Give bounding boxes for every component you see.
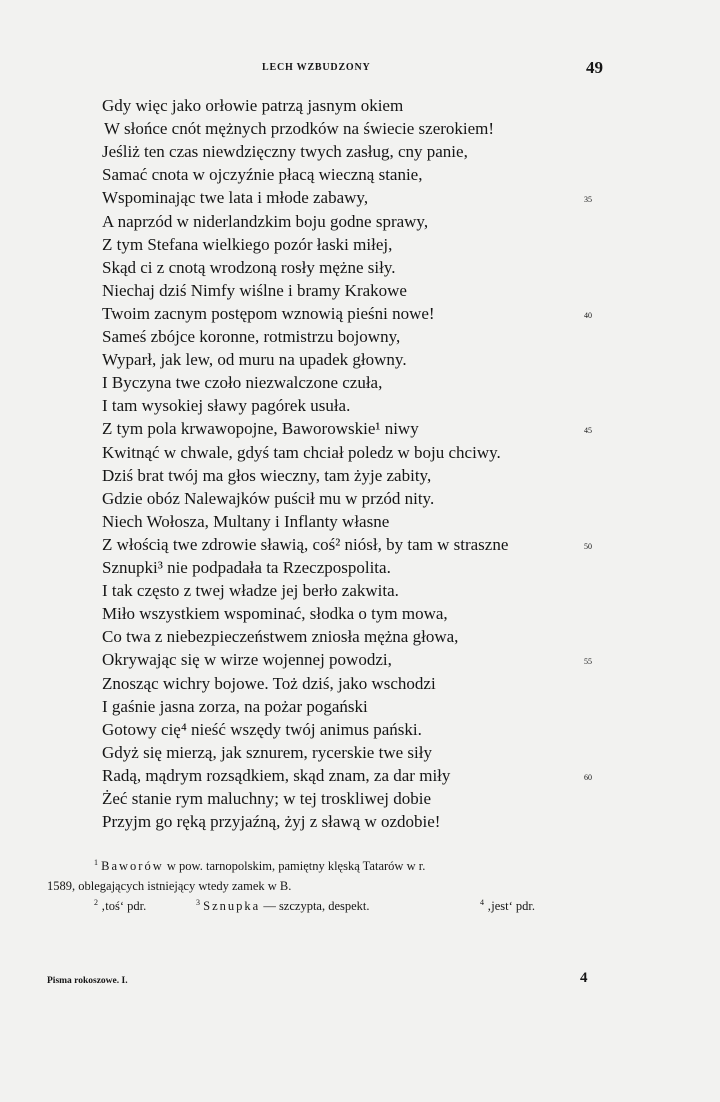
- verse-line: [0, 718, 720, 741]
- verse-line: [0, 417, 720, 440]
- verse-text: I tam wysokiej sławy pagórek usuła.: [102, 396, 351, 416]
- verse-text: Niechaj dziś Nimfy wiślne i bramy Krakowe: [102, 280, 407, 300]
- verse-line: [0, 672, 720, 695]
- verse-text: Co twa z niebezpieczeństwem zniosła mężna głowa,: [102, 627, 459, 647]
- footnote-2: [94, 896, 146, 916]
- running-head: [0, 58, 720, 78]
- footnote-4-text: ‚jest‘ pdr.: [487, 899, 536, 913]
- verse-line: [0, 163, 720, 186]
- verse-text: Znosząc wichry bojowe. Toż dziś, jako wschodzi: [102, 673, 436, 693]
- footnote-3-text: — szczypta, despekt.: [263, 899, 370, 913]
- verse-text: Sznupki³ nie podpadała ta Rzeczpospolita.: [102, 558, 391, 577]
- verse-line: [0, 94, 720, 117]
- verse-line: [0, 487, 720, 510]
- verse-text: Gdy więc jako orłowie patrzą jasnym okiem: [102, 96, 404, 115]
- verse-number: 40: [584, 310, 592, 320]
- verse-line: [0, 186, 720, 209]
- footnote-1: [94, 856, 425, 876]
- sheet-number: 4: [580, 970, 588, 986]
- verse-line: [0, 787, 720, 810]
- verse-text: Z tym pola krwawopojne, Baworowskie¹ niwy: [102, 419, 419, 439]
- verse-number: 60: [584, 772, 592, 782]
- verse-number: 35: [584, 195, 592, 205]
- verse-line: [0, 325, 720, 348]
- verse-line: [0, 371, 720, 394]
- verse-line: [0, 464, 720, 487]
- verse-text: Dziś brat twój ma głos wieczny, tam żyje zabity,: [102, 465, 432, 485]
- footnote-2-text: ‚toś‘ pdr.: [101, 899, 147, 913]
- footnote-4: [480, 896, 535, 916]
- verse-text: Przyjm go ręką przyjaźną, żyj z sławą w ozdobie!: [102, 812, 441, 832]
- verse-line: [0, 510, 720, 533]
- verse-text: Jeśliż ten czas niewdzięczny twych zasług, cny panie,: [102, 142, 468, 162]
- footnote-1-text: w pow. tarnopolskim, pamiętny klęską Tatarów w r.: [166, 859, 426, 873]
- footnote-1-marker: 1: [94, 858, 98, 867]
- verse-text: Gdzie obóz Nalewajków puścił mu w przód nity.: [102, 488, 435, 508]
- verse-text: Wyparł, jak lew, od muru na upadek głowny.: [102, 350, 407, 370]
- verse-text: I gaśnie jasna zorza, na pożar pogański: [102, 696, 368, 716]
- verse-line: [0, 764, 720, 787]
- verse-text: Kwitnąć w chwale, gdyś tam chciał poledz w boju chciwy.: [102, 442, 501, 462]
- footnote-1-continuation: 1589, oblegających istniejący wtedy zamek w B.: [47, 879, 292, 893]
- footnote-4-marker: 4: [480, 898, 484, 907]
- verse-text: Twoim zacnym postępom wznowią pieśni nowe!: [102, 303, 435, 323]
- verse-line: [0, 302, 720, 325]
- footnote-3: [196, 896, 370, 916]
- verse-text: Radą, mądrym rozsądkiem, skąd znam, za dar miły: [102, 765, 451, 785]
- footnote-2-marker: 2: [94, 898, 98, 907]
- verse-text: Gotowy cię⁴ nieść wszędy twój animus pański.: [102, 719, 422, 739]
- verse-text: Żeć stanie rym maluchny; w tej troskliwej dobie: [102, 789, 432, 808]
- verse-text: Samać cnota w ojczyźnie płacą wieczną stanie,: [102, 165, 423, 185]
- verse-text: A naprzód w niderlandzkim boju godne sprawy,: [102, 211, 429, 231]
- verse-line: [0, 625, 720, 648]
- verse-line: [0, 233, 720, 256]
- verse-line: [0, 533, 720, 556]
- verse-line: [0, 741, 720, 764]
- verse-line: [0, 648, 720, 671]
- verse-line: [0, 602, 720, 625]
- verse-line: [0, 256, 720, 279]
- verse-text: I tak często z twej władze jej berło zakwita.: [102, 581, 399, 601]
- verse-line: [0, 810, 720, 833]
- verse-line: [0, 210, 720, 233]
- verse-line: [0, 140, 720, 163]
- footnote-3-term: Sznupka: [203, 899, 261, 913]
- footnote-3-marker: 3: [196, 898, 200, 907]
- running-title: LECH WZBUDZONY: [262, 62, 371, 73]
- verse-text: Okrywając się w wirze wojennej powodzi,: [102, 650, 392, 670]
- verse-text: Niech Wołosza, Multany i Inflanty własne: [102, 511, 390, 531]
- footnote-1-term: Baworów: [101, 859, 164, 873]
- verse-line: [0, 441, 720, 464]
- verse-text: Sameś zbójce koronne, rotmistrzu bojowny,: [102, 327, 401, 346]
- verse-text: Miło wszystkiem wspominać, słodka o tym mowa,: [102, 604, 448, 624]
- verse-line: [0, 695, 720, 718]
- verse-text: I Byczyna twe czoło niezwalczone czuła,: [102, 373, 383, 393]
- verse-text: Z tym Stefana wielkiego pozór łaski miłej,: [102, 234, 393, 254]
- verse-text: Skąd ci z cnotą wrodzoną rosły mężne siły.: [102, 257, 396, 277]
- verse-line: [0, 394, 720, 417]
- page-number: 49: [586, 58, 603, 77]
- printer-signature: Pisma rokoszowe. I.: [47, 976, 128, 986]
- verse-line: [0, 117, 720, 140]
- verse-text: Gdyż się mierzą, jak sznurem, rycerskie twe siły: [102, 742, 432, 762]
- verse-line: [0, 348, 720, 371]
- verse-number: 45: [584, 426, 592, 436]
- verse-text: Wspominając twe lata i młode zabawy,: [102, 188, 369, 208]
- verse-text: Z włością twe zdrowie sławią, coś² niósł, by tam w straszne: [102, 534, 509, 554]
- verse-number: 55: [584, 657, 592, 667]
- verse-text: W słońce cnót mężnych przodków na świecie szerokiem!: [104, 119, 495, 139]
- verse-line: [0, 279, 720, 302]
- verse-line: [0, 579, 720, 602]
- verse-line: [0, 556, 720, 579]
- verse-number: 50: [584, 541, 592, 551]
